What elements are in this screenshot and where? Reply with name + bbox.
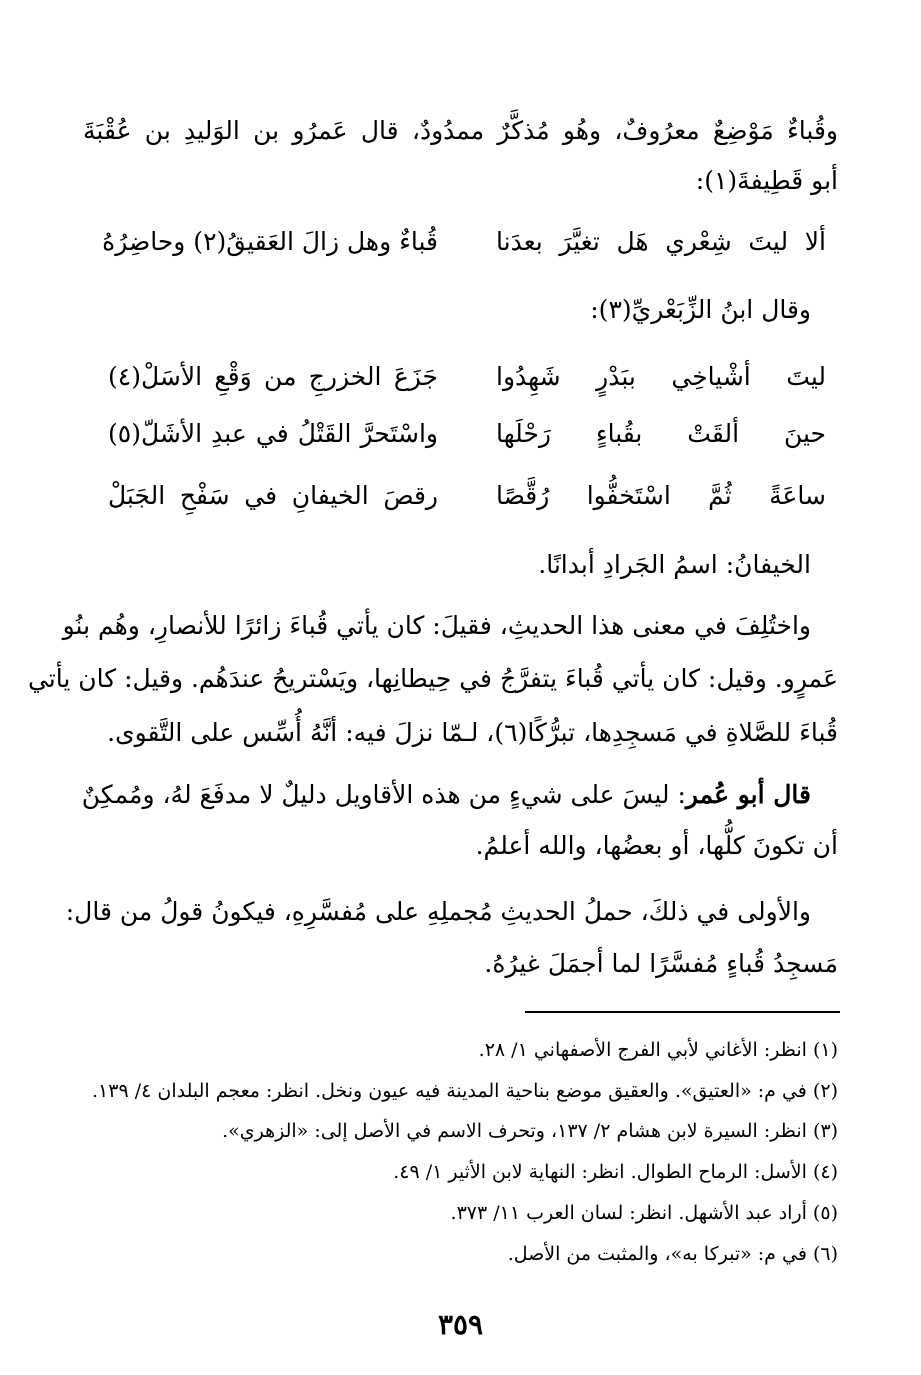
paragraph-1-line-1: وقُباءٌ مَوْضِعٌ معرُوفٌ، وهُو مُذكَّرٌ ممدُودٌ، قال عَمرُو بن الوَليدِ بن عُقْبَةَ <box>83 116 838 145</box>
verse-1-second-hemistich: قُباءٌ وهل زالَ العَقيقُ(٢) وحاضِرُهُ <box>102 227 438 256</box>
speaker-name: قال أبو عُمر <box>685 780 811 809</box>
verse-1-first-hemistich: ألا ليتَ شِعْري هَل تغيَّرَ بعدَنا <box>496 227 826 256</box>
verse-2-second-hemistich: جَزَعَ الخزرجِ من وَقْعِ الأسَلْ(٤) <box>108 362 438 391</box>
verse-3-first-hemistich: حينَ ألقَتْ بقُباءٍ رَحْلَها <box>496 419 826 448</box>
verse-4-second-hemistich: رقصَ الخيفانِ في سَفْحِ الجَبَلْ <box>108 481 438 510</box>
verse-4-first-hemistich: ساعَةً ثُمَّ اسْتَخفُّوا رُقَّصًا <box>496 481 826 510</box>
verse-2-first-hemistich: ليتَ أشْياخِي ببَدْرٍ شَهِدُوا <box>496 362 826 391</box>
paragraph-3-line-2: أن تكونَ كلُّها، أو بعضُها، والله أعلمُ. <box>475 831 838 860</box>
footnote-4: (٤) الأسل: الرماح الطوال. انظر: النهاية لابن الأثير ١/ ٤٩. <box>393 1161 838 1183</box>
footnote-6: (٦) في م: «تبركا به»، والمثبت من الأصل. <box>507 1243 838 1265</box>
paragraph-2-line-1: واختُلِفَ في معنى هذا الحديثِ، فقيلَ: كان يأتي قُباءَ زائرًا للأنصارِ، وهُم بنُو <box>62 611 811 640</box>
page-number: ٣٥٩ <box>437 1308 484 1341</box>
paragraph-1-line-2: أبو قَطِيفةَ(١): <box>695 166 838 195</box>
footnote-2: (٢) في م: «العتيق». والعقيق موضع بناحية المدينة فيه عيون ونخل. انظر: معجم البلدان ٤/ ١٣٩. <box>91 1080 838 1102</box>
footnote-3: (٣) انظر: السيرة لابن هشام ٢/ ١٣٧، وتحرف الاسم في الأصل إلى: «الزهري». <box>222 1120 838 1142</box>
paragraph-2-line-3: قُباءَ للصَّلاةِ في مَسجِدِها، تبرُّكًا(٦)، لـمّا نزلَ فيه: أنَّهُ أُسِّس على التَّقوى. <box>107 718 838 747</box>
footnote-separator <box>525 1011 840 1013</box>
footnote-1: (١) انظر: الأغاني لأبي الفرج الأصفهاني ١/ ٢٨. <box>478 1039 838 1061</box>
footnote-5: (٥) أراد عبد الأشهل. انظر: لسان العرب ١١/ ٣٧٣. <box>450 1202 838 1224</box>
paragraph-4-line-1: والأولى في ذلكَ، حملُ الحديثِ مُجملِهِ على مُفسَّرِهِ، فيكونُ قولُ من قال: <box>65 897 811 926</box>
paragraph-3-line-1-text: : ليسَ على شيءٍ من هذه الأقاويل دليلٌ لا مدفَعَ لهُ، ومُمكِنٌ <box>81 780 686 809</box>
verse-3-second-hemistich: واسْتَحرَّ القَتْلُ في عبدِ الأشَلّ(٥) <box>108 419 438 448</box>
verse-intro-ibn-alzibari: وقال ابنُ الزِّبَعْريِّ(٣): <box>590 295 811 324</box>
gloss-line: الخيفانُ: اسمُ الجَرادِ أبدانًا. <box>538 550 811 579</box>
paragraph-4-line-2: مَسجِدُ قُباءٍ مُفسَّرًا لما أجمَلَ غيرُهُ. <box>484 949 838 978</box>
paragraph-2-line-2: عَمرٍو. وقيل: كان يأتي قُباءَ يتفرَّجُ في حِيطانِها، ويَسْتريحُ عندَهُم. وقيل: كان يأتي <box>27 664 838 693</box>
paragraph-3-line-1 <box>83 775 811 815</box>
